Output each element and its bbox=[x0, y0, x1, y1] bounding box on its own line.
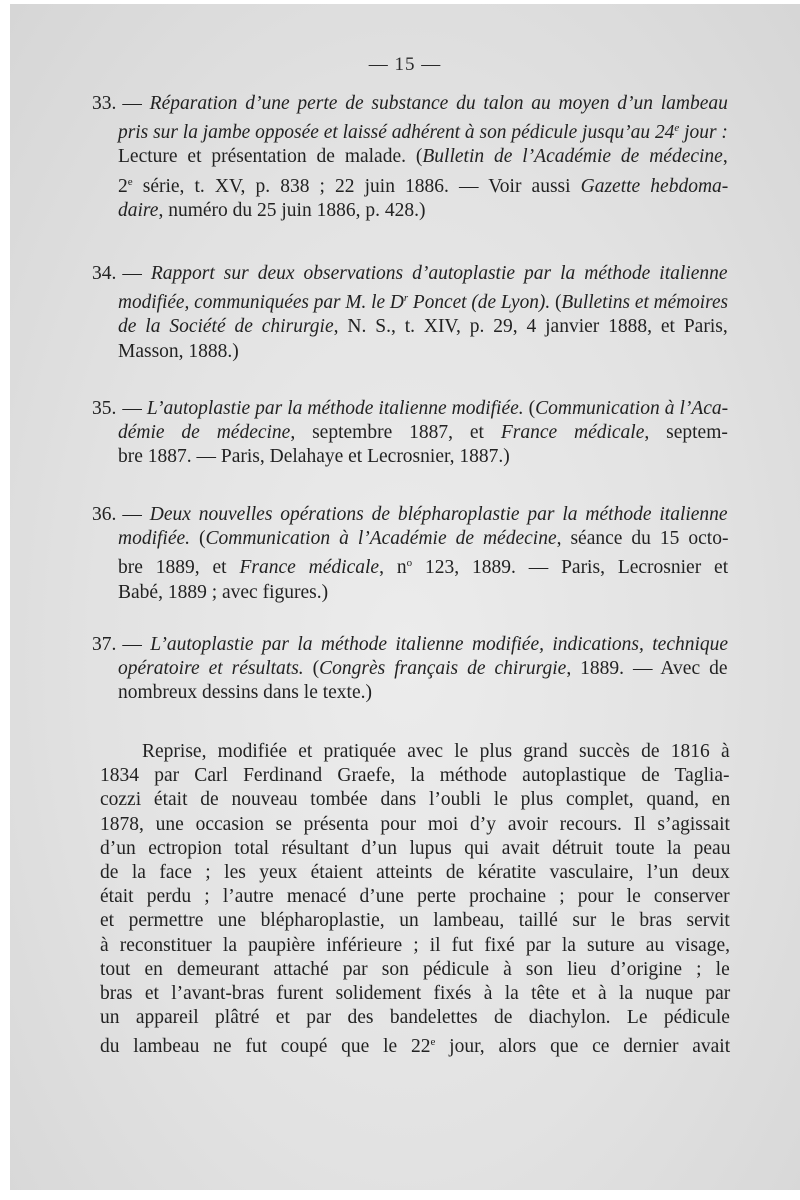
page-number: — 15 — bbox=[368, 54, 442, 75]
paragraph-line: Reprise, modifiée et pratiquée avec le plus grand succès de 1816 à bbox=[142, 741, 730, 762]
entry-line: Masson, 1888.) bbox=[118, 340, 239, 362]
paragraph-line: de la face ; les yeux étaient atteints de kératite vasculaire, l’un deux bbox=[100, 862, 730, 884]
entry-line: Lecture et présentation de malade. (Bulletin de l’Académie de médecine, bbox=[118, 146, 728, 168]
entry-line: bre 1887. — Paris, Delahaye et Lecrosnier, 1887.) bbox=[118, 446, 510, 468]
paragraph-line: d’un ectropion total résultant d’un lupus qui avait détruit toute la peau bbox=[100, 837, 731, 859]
entry-number: 36. bbox=[92, 504, 117, 525]
entry-line: opératoire et résultats. (Congrès français de chirurgie, 1889. — Avec de bbox=[118, 658, 728, 680]
paragraph-line: bras et l’avant-bras furent solidement fixés à la tête et à la nuque par bbox=[100, 983, 731, 1005]
paragraph-line: tout en demeurant attaché par son pédicule à son lieu d’origine ; le bbox=[100, 958, 730, 980]
entry-number: 33. bbox=[92, 93, 117, 114]
paragraph-line: à reconstituer la paupière inférieure ; il fut fixé par la suture au visage, bbox=[100, 934, 730, 956]
bibliography-entry-35 bbox=[92, 397, 728, 470]
entry-number: 37. bbox=[92, 634, 117, 655]
entry-line: 35. — L’autoplastie par la méthode italienne modifiée. (Communication à l’Aca- bbox=[92, 398, 729, 419]
bibliography-entry-36 bbox=[92, 503, 728, 605]
entry-title-text: pris sur la jambe opposée et laissé adhérent à son pédicule jusqu’au 24e jour : bbox=[118, 122, 728, 144]
bibliography-entry-37 bbox=[92, 633, 728, 706]
bibliography-entry-33 bbox=[92, 92, 728, 223]
entry-number: 35. bbox=[92, 398, 117, 419]
entry-line: 36. — Deux nouvelles opérations de blépharoplastie par la méthode italienne bbox=[92, 504, 728, 525]
entry-line: modifiée. (Communication à l’Académie de médecine, séance du 15 octo- bbox=[118, 528, 729, 550]
entry-line bbox=[92, 116, 728, 145]
entry-line: nombreux dessins dans le texte.) bbox=[118, 682, 372, 704]
paragraph-line: 1834 par Carl Ferdinand Graefe, la méthode autoplastique de Taglia- bbox=[100, 765, 730, 787]
entry-line: 37. — L’autoplastie par la méthode italienne modifiée, indications, technique bbox=[92, 634, 729, 655]
paragraph-line: un appareil plâtré et par des bandelettes de diachylon. Le pédicule bbox=[100, 1007, 730, 1029]
bibliography-entry-34 bbox=[92, 262, 728, 364]
entry-number: 34. bbox=[92, 263, 117, 284]
paragraph-line: et permettre une blépharoplastie, un lambeau, taillé sur le bras servit bbox=[100, 910, 730, 932]
entry-line: bre 1889, et France médicale, $n^o$ 123, 1889. — Paris, Lecrosnier et bbox=[118, 557, 729, 579]
entry-line: démie de médecine, septembre 1887, et France médicale, septem- bbox=[118, 422, 728, 444]
paragraph-line: du lambeau ne fut coupé que le 22e jour, alors que ce dernier avait bbox=[100, 1036, 731, 1058]
entry-line: daire, numéro du 25 juin 1886, p. 428.) bbox=[118, 199, 426, 221]
paragraph-line: cozzi était de nouveau tombée dans l’oubli le plus complet, quand, en bbox=[100, 789, 731, 811]
entry-line: modifiée, communiquées par M. le $D^r$ Poncet (de Lyon). (Bulletins et mémoires bbox=[118, 292, 729, 314]
scanned-page bbox=[10, 4, 800, 1190]
entry-line: Babé, 1889 ; avec figures.) bbox=[118, 581, 329, 603]
entry-line: 2e série, t. XV, p. 838 ; 22 juin 1886. — Voir aussi Gazette hebdoma- bbox=[118, 175, 729, 197]
paragraph-line: 1878, une occasion se présenta pour moi d’y avoir recours. Il s’agissait bbox=[100, 813, 730, 835]
entry-line: 33. — Réparation d’une perte de substance du talon au moyen d’un lambeau bbox=[92, 93, 728, 114]
entry-line: 34. — Rapport sur deux observations d’autoplastie par la méthode italienne bbox=[92, 263, 728, 284]
body-paragraph bbox=[100, 740, 730, 1060]
entry-line: de la Société de chirurgie, N. S., t. XIV, p. 29, 4 janvier 1888, et Paris, bbox=[118, 316, 728, 338]
paragraph-line: était perdu ; l’autre menacé d’une perte prochaine ; pour le conserver bbox=[100, 886, 730, 908]
